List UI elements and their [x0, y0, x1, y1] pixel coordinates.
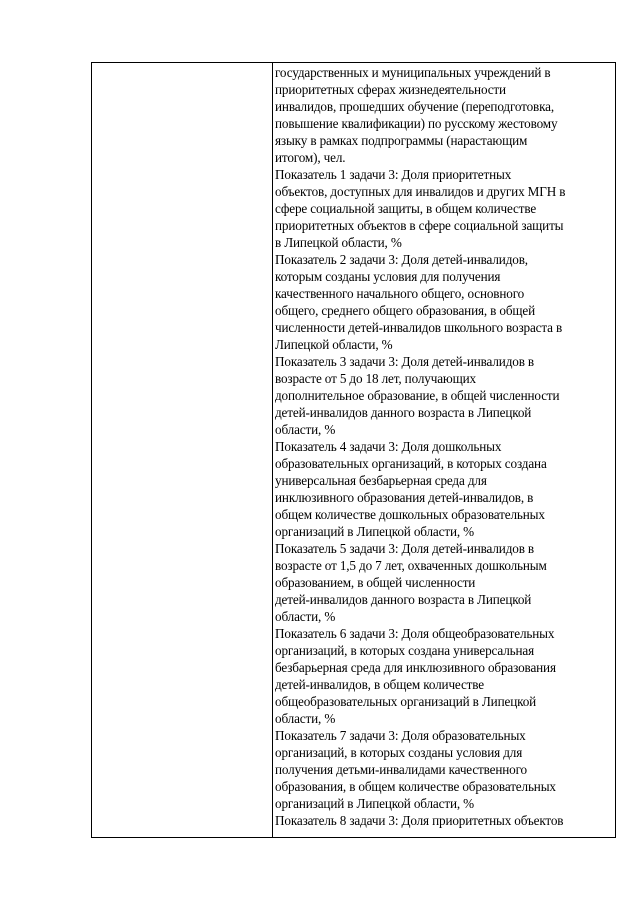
- cell-text-line: Показатель 7 задачи 3: Доля образовательных: [275, 728, 526, 743]
- cell-text-line: языку в рамках подпрограммы (нарастающим: [275, 133, 528, 148]
- cell-text-line: организаций, в которых создана универсальная: [275, 643, 535, 658]
- cell-text-line: Показатель 8 задачи 3: Доля приоритетных объектов: [275, 813, 564, 828]
- cell-text-line: Показатель 4 задачи 3: Доля дошкольных: [275, 439, 502, 454]
- cell-text-line: общего, среднего общего образования, в общей: [275, 303, 536, 318]
- cell-text-line: инвалидов, прошедших обучение (переподготовка,: [275, 99, 555, 114]
- cell-text-line: качественного начального общего, основного: [275, 286, 525, 301]
- cell-text-line: Показатель 3 задачи 3: Доля детей-инвалидов в: [275, 354, 535, 369]
- cell-text-line: детей-инвалидов, в общем количестве: [275, 677, 484, 692]
- cell-text-line: области, %: [275, 609, 336, 624]
- cell-text-line: общем количестве дошкольных образовательных: [275, 507, 545, 522]
- cell-text-line: получения детьми-инвалидами качественного: [275, 762, 527, 777]
- cell-text-line: Показатель 1 задачи 3: Доля приоритетных: [275, 167, 512, 182]
- cell-text-line: безбарьерная среда для инклюзивного образования: [275, 660, 556, 675]
- cell-text-line: возрасте от 1,5 до 7 лет, охваченных дошкольным: [275, 558, 547, 573]
- cell-text-line: организаций в Липецкой области, %: [275, 796, 474, 811]
- cell-text-line: Показатель 6 задачи 3: Доля общеобразовательных: [275, 626, 555, 641]
- cell-text-line: объектов, доступных для инвалидов и других МГН в: [275, 184, 566, 199]
- cell-text-line: образовательных организаций, в которых создана: [275, 456, 547, 471]
- cell-text-line: универсальная безбарьерная среда для: [275, 473, 487, 488]
- cell-text-line: Липецкой области, %: [275, 337, 393, 352]
- cell-text-line: итогом), чел.: [275, 150, 346, 165]
- cell-text-line: численности детей-инвалидов школьного возраста в: [275, 320, 563, 335]
- table-cell-right: [273, 63, 615, 837]
- cell-text-line: Показатель 2 задачи 3: Доля детей-инвалидов,: [275, 252, 528, 267]
- cell-text-line: организаций, в которых созданы условия для: [275, 745, 523, 760]
- cell-text-line: области, %: [275, 711, 336, 726]
- cell-text-line: образования, в общем количестве образовательных: [275, 779, 556, 794]
- cell-text-line: области, %: [275, 422, 336, 437]
- indicator-table: [91, 62, 616, 838]
- cell-text-line: дополнительное образование, в общей численности: [275, 388, 560, 403]
- cell-text-line: инклюзивного образования детей-инвалидов, в: [275, 490, 534, 505]
- cell-text-line: приоритетных объектов в сфере социальной защиты: [275, 218, 564, 233]
- cell-text-line: сфере социальной защиты, в общем количестве: [275, 201, 537, 216]
- cell-text-line: общеобразовательных организаций в Липецкой: [275, 694, 537, 709]
- table-cell-left: [92, 63, 273, 837]
- cell-text-line: Показатель 5 задачи 3: Доля детей-инвалидов в: [275, 541, 535, 556]
- cell-text-line: которым созданы условия для получения: [275, 269, 501, 284]
- cell-text-line: детей-инвалидов данного возраста в Липецкой: [275, 592, 532, 607]
- cell-text-line: государственных и муниципальных учреждений в: [275, 65, 551, 80]
- cell-text-line: детей-инвалидов данного возраста в Липецкой: [275, 405, 532, 420]
- cell-text-line: повышение квалификации) по русскому жестовому: [275, 116, 558, 131]
- cell-text-line: организаций в Липецкой области, %: [275, 524, 474, 539]
- cell-text-line: образованием, в общей численности: [275, 575, 476, 590]
- cell-text-line: приоритетных сферах жизнедеятельности: [275, 82, 506, 97]
- cell-text-line: возрасте от 5 до 18 лет, получающих: [275, 371, 476, 386]
- cell-text-line: в Липецкой области, %: [275, 235, 402, 250]
